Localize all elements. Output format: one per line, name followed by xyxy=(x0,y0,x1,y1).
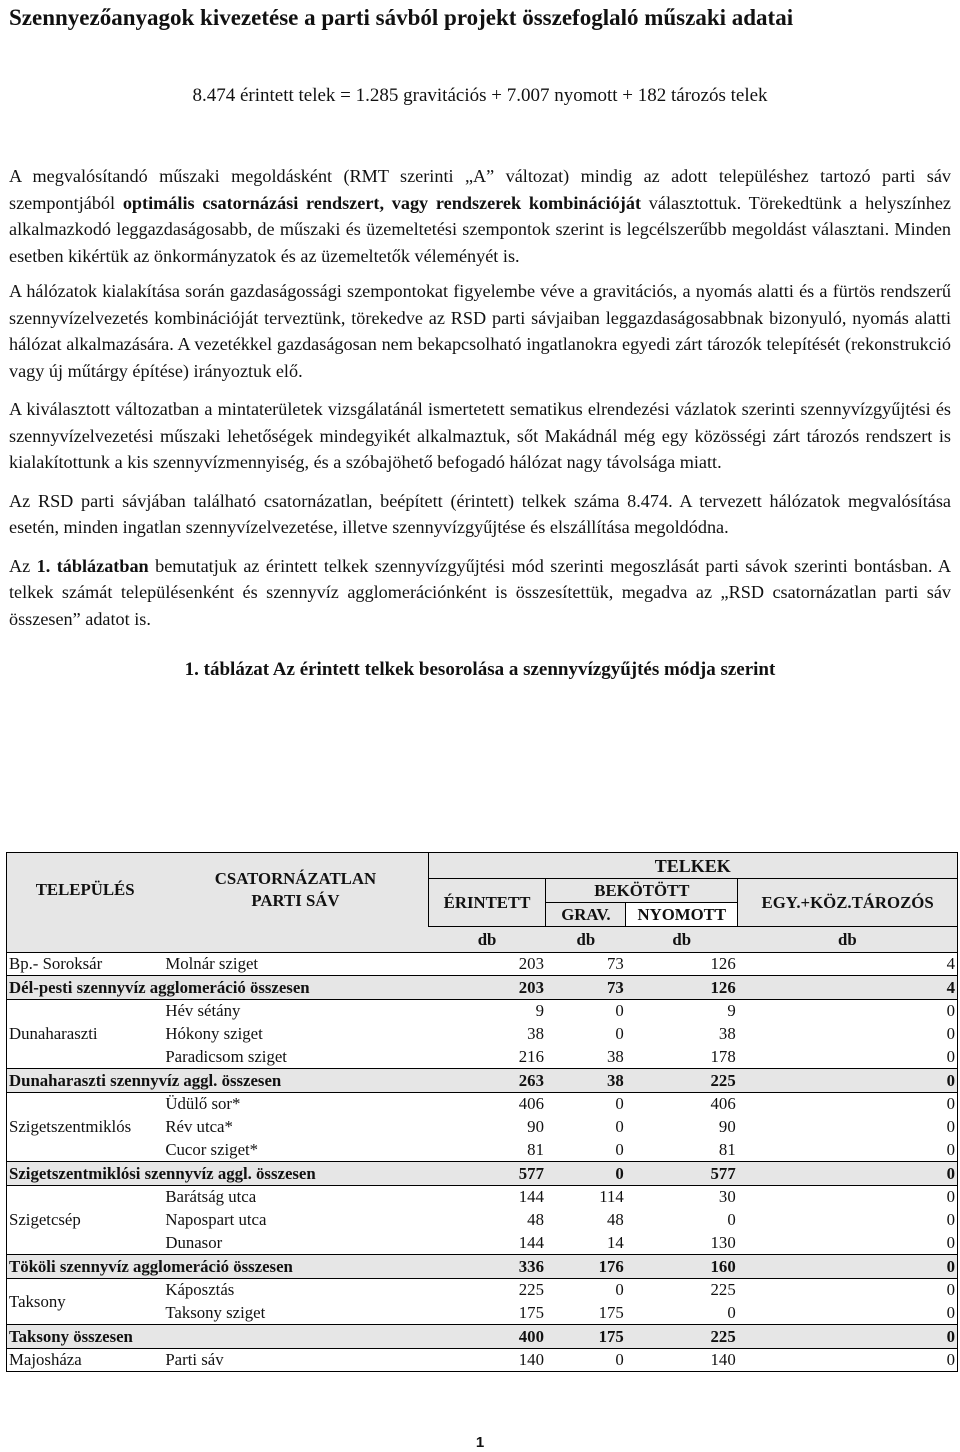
header-nyomott: NYOMOTT xyxy=(626,903,738,927)
cell-telepules: Szigetcsép xyxy=(7,1186,164,1255)
cell-tarozos: 0 xyxy=(738,1000,958,1023)
cell-erintett: 81 xyxy=(527,1139,544,1159)
cell-grav: 0 xyxy=(546,1162,626,1186)
table-summary-row xyxy=(7,1325,958,1349)
table-row xyxy=(7,1279,958,1302)
summary-label: Tököli szennyvíz agglomeráció összesen xyxy=(7,1255,429,1279)
cell-tarozos: 0 xyxy=(738,1186,958,1209)
header-unit-nyomott: db xyxy=(626,927,738,953)
cell-erintett: 175 xyxy=(518,1302,544,1322)
cell-grav: 0 xyxy=(615,1280,624,1300)
table-row xyxy=(7,1000,958,1023)
table-row xyxy=(7,1349,958,1372)
cell-grav: 175 xyxy=(546,1325,626,1349)
cell-grav: 73 xyxy=(546,976,626,1000)
document-page xyxy=(9,0,951,683)
cell-nyomott: 130 xyxy=(710,1232,736,1252)
cell-nyomott: 81 xyxy=(718,1139,736,1159)
cell-nyomott: 178 xyxy=(710,1046,736,1066)
cell-partisav: Molnár sziget xyxy=(165,954,259,973)
summary-label: Dél-pesti szennyvíz agglomeráció összesen xyxy=(7,976,429,1000)
cell-partisav: Dunasor xyxy=(165,1232,223,1252)
cell-tarozos: 0 xyxy=(738,1162,958,1186)
cell-erintett: 336 xyxy=(428,1255,546,1279)
paragraph-solution-text-a: A megvalósítandó műszaki megoldásként (RMT szerinti „A” változat) mindig az adott településhez tartozó parti sáv szempontjából xyxy=(9,166,951,213)
plot-summary: 8.474 érintett telek = 1.285 gravitációs + 7.007 nyomott + 182 tározós telek xyxy=(192,85,768,106)
cell-grav: 38 xyxy=(607,1046,624,1066)
paragraph-networks: A hálózatok kialakítása során gazdaságossági szempontokat figyelembe véve a gravitációs, a nyomás alatti és a fürtös rendszerű szennyvízelvezetés kombinációját terveztünk, törekedve az RSD parti sávjaiban leggazdaságosabbnak bizonyuló, nyomás alatti hálózat alkalmazására. A vezetékkel gazdaságosan nem bekapcsolható ingatlanokra egyedi zárt tározók telepítését (rekonstrukció vagy új műtárgy építése) irányoztuk elő. xyxy=(9,281,951,381)
cell-erintett: 406 xyxy=(518,1094,544,1114)
cell-nyomott: 577 xyxy=(626,1162,738,1186)
cell-partisav: Paradicsom sziget xyxy=(165,1046,287,1066)
table-row xyxy=(7,953,958,976)
cell-grav: 38 xyxy=(546,1069,626,1093)
cell-tarozos: 0 xyxy=(738,1232,958,1255)
cell-erintett: 203 xyxy=(428,976,546,1000)
cell-nyomott: 0 xyxy=(727,1302,736,1322)
cell-nyomott: 225 xyxy=(626,1325,738,1349)
paragraph-solution xyxy=(9,163,951,269)
cell-nyomott: 30 xyxy=(718,1187,736,1207)
cell-nyomott: 225 xyxy=(710,1280,736,1300)
cell-erintett: 140 xyxy=(428,1349,546,1372)
paragraph-solution-bold: optimális csatornázási rendszert, vagy rendszerek kombinációját xyxy=(122,192,642,213)
cell-grav: 48 xyxy=(607,1210,624,1229)
cell-tarozos: 0 xyxy=(738,1209,958,1232)
cell-grav: 0 xyxy=(615,1024,624,1043)
cell-nyomott: 406 xyxy=(710,1094,736,1114)
header-unit-grav: db xyxy=(546,927,626,953)
cell-tarozos: 0 xyxy=(738,1325,958,1349)
page-number: 1 xyxy=(475,1434,485,1451)
cell-telepules: Szigetszentmiklós xyxy=(7,1093,164,1162)
cell-tarozos: 0 xyxy=(738,1255,958,1279)
cell-nyomott: 38 xyxy=(718,1024,736,1043)
cell-grav: 175 xyxy=(598,1302,624,1322)
document-title: Szennyezőanyagok kivezetése a parti sávból projekt összefoglaló műszaki adatai xyxy=(9,5,794,30)
cell-partisav: Hév sétány xyxy=(165,1001,241,1021)
header-unit-blank-1 xyxy=(7,927,164,953)
cell-partisav: Rév utca* xyxy=(165,1117,233,1136)
cell-erintett: 90 xyxy=(527,1117,544,1136)
cell-erintett: 400 xyxy=(428,1325,546,1349)
cell-grav: 14 xyxy=(607,1232,624,1252)
cell-partisav: Taksony sziget xyxy=(165,1302,266,1322)
cell-nyomott: 9 xyxy=(727,1001,736,1021)
cell-erintett: 263 xyxy=(428,1069,546,1093)
paragraph-table-intro-a: Az xyxy=(9,555,37,576)
summary-label: Dunaharaszti szennyvíz aggl. összesen xyxy=(7,1069,429,1093)
cell-erintett: 203 xyxy=(518,954,544,973)
cell-telepules: Bp.- Soroksár xyxy=(7,953,164,976)
cell-partisav: Káposztás xyxy=(165,1280,235,1300)
cell-grav: 0 xyxy=(546,1349,626,1372)
cell-tarozos: 4 xyxy=(738,976,958,1000)
cell-partisav: Barátság utca xyxy=(165,1187,257,1207)
header-grav: GRAV. xyxy=(546,903,626,927)
cell-tarozos: 0 xyxy=(738,1093,958,1116)
cell-erintett: 225 xyxy=(518,1280,544,1300)
header-bekotott: BEKÖTÖTT xyxy=(546,879,738,903)
table-summary-row xyxy=(7,1162,958,1186)
cell-tarozos: 0 xyxy=(738,1302,958,1325)
cell-grav: 73 xyxy=(607,954,624,973)
paragraph-table-intro-b: bemutatjuk az érintett telkek szennyvízgyűjtési mód szerinti megoszlását parti sávok szerinti bontásban. A telkek számát településenként és szennyvíz agglomerációnként is összesítettük, megadva az „RSD csatornázatlan parti sáv összesen” adatot is. xyxy=(9,555,951,629)
cell-grav: 0 xyxy=(615,1139,624,1159)
cell-tarozos: 0 xyxy=(738,1023,958,1046)
cell-partisav: Parti sáv xyxy=(163,1349,428,1372)
cell-erintett: 38 xyxy=(527,1024,544,1043)
paragraph-table-intro xyxy=(9,553,951,633)
header-telepules: TELEPÜLÉS xyxy=(7,853,164,927)
cell-erintett: 216 xyxy=(518,1046,544,1066)
header-unit-blank-2 xyxy=(163,927,428,953)
cell-grav: 176 xyxy=(546,1255,626,1279)
cell-nyomott: 90 xyxy=(718,1117,736,1136)
cell-grav: 0 xyxy=(615,1001,624,1021)
cell-nyomott: 160 xyxy=(626,1255,738,1279)
cell-tarozos: 0 xyxy=(738,1279,958,1302)
table-row xyxy=(7,1186,958,1209)
cell-erintett: 577 xyxy=(428,1162,546,1186)
cell-grav: 0 xyxy=(615,1117,624,1136)
cell-partisav: Üdülő sor* xyxy=(165,1094,241,1114)
table-summary-row xyxy=(7,1069,958,1093)
cell-nyomott: 140 xyxy=(626,1349,738,1372)
paragraph-plot-count: Az RSD parti sávjában található csatornázatlan, beépített (érintett) telkek száma 8.474. A tervezett hálózatok megvalósítása esetén, minden ingatlan szennyvízelvezetése, illetve szennyvízgyűjtése és elszállítása megoldódna. xyxy=(9,490,951,537)
summary-label: Taksony összesen xyxy=(7,1325,429,1349)
header-unit-erintett: db xyxy=(428,927,546,953)
table-header xyxy=(7,853,958,953)
cell-partisav: Cucor sziget* xyxy=(165,1139,259,1159)
header-erintett: ÉRINTETT xyxy=(428,879,546,927)
cell-erintett: 48 xyxy=(527,1210,544,1229)
cell-erintett: 144 xyxy=(518,1187,544,1207)
table-caption: 1. táblázat Az érintett telkek besorolása a szennyvízgyűjtés módja szerint xyxy=(184,659,776,680)
cell-tarozos: 0 xyxy=(738,1116,958,1139)
summary-label: Szigetszentmiklósi szennyvíz aggl. összesen xyxy=(7,1162,429,1186)
cell-nyomott: 126 xyxy=(710,954,736,973)
paragraph-variant: A kiválasztott változatban a mintaterületek vizsgálatánál ismertetett sematikus elrendezési vázlatok szerinti szennyvízgyűjtési és szennyvízelvezetési műszaki lehetőségek mindegyikét alkalmaztuk, sőt Makádnál még egy közösségi zárt tározós rendszert is kialakítottunk a kis szennyvízmennyiség, és a szóbajöhető befogadó hálózat nagy távolsága miatt. xyxy=(9,399,951,472)
table-summary-row xyxy=(7,976,958,1000)
cell-tarozos: 4 xyxy=(738,953,958,976)
paragraph-solution-text-b: választottuk. Törekedtünk a helyszínhez alkalmazkodó leggazdaságosabb, de műszaki és üzemeltetési szempontok szerint is legcélszerűbb megoldást választani. Minden esetben kikértük az önkormányzatok és az üzemeltetők véleményét is. xyxy=(9,192,951,266)
table-row xyxy=(7,1093,958,1116)
table-reference: 1. táblázatban xyxy=(36,555,149,576)
cell-nyomott: 0 xyxy=(727,1210,736,1229)
cell-tarozos: 0 xyxy=(738,1349,958,1372)
cell-tarozos: 0 xyxy=(738,1046,958,1069)
cell-grav: 114 xyxy=(599,1187,624,1207)
plots-table xyxy=(6,852,958,1372)
cell-nyomott: 126 xyxy=(626,976,738,1000)
cell-telepules: Majosháza xyxy=(7,1349,164,1372)
cell-tarozos: 0 xyxy=(738,1069,958,1093)
header-unit-tarozos: db xyxy=(738,927,958,953)
cell-partisav: Hókony sziget xyxy=(165,1024,263,1043)
header-partisav: CSATORNÁZATLAN PARTI SÁV xyxy=(163,853,428,927)
header-telkek: TELKEK xyxy=(428,853,957,879)
table-body xyxy=(7,953,958,1372)
table-summary-row xyxy=(7,1255,958,1279)
cell-tarozos: 0 xyxy=(738,1139,958,1162)
cell-telepules: Dunaharaszti xyxy=(7,1000,164,1069)
cell-nyomott: 225 xyxy=(626,1069,738,1093)
header-tarozos: EGY.+KÖZ.TÁROZÓS xyxy=(738,879,958,927)
cell-partisav: Napospart utca xyxy=(165,1210,267,1229)
cell-telepules: Taksony xyxy=(7,1279,164,1325)
cell-grav: 0 xyxy=(615,1094,624,1114)
cell-erintett: 144 xyxy=(518,1232,544,1252)
cell-erintett: 9 xyxy=(535,1001,544,1021)
